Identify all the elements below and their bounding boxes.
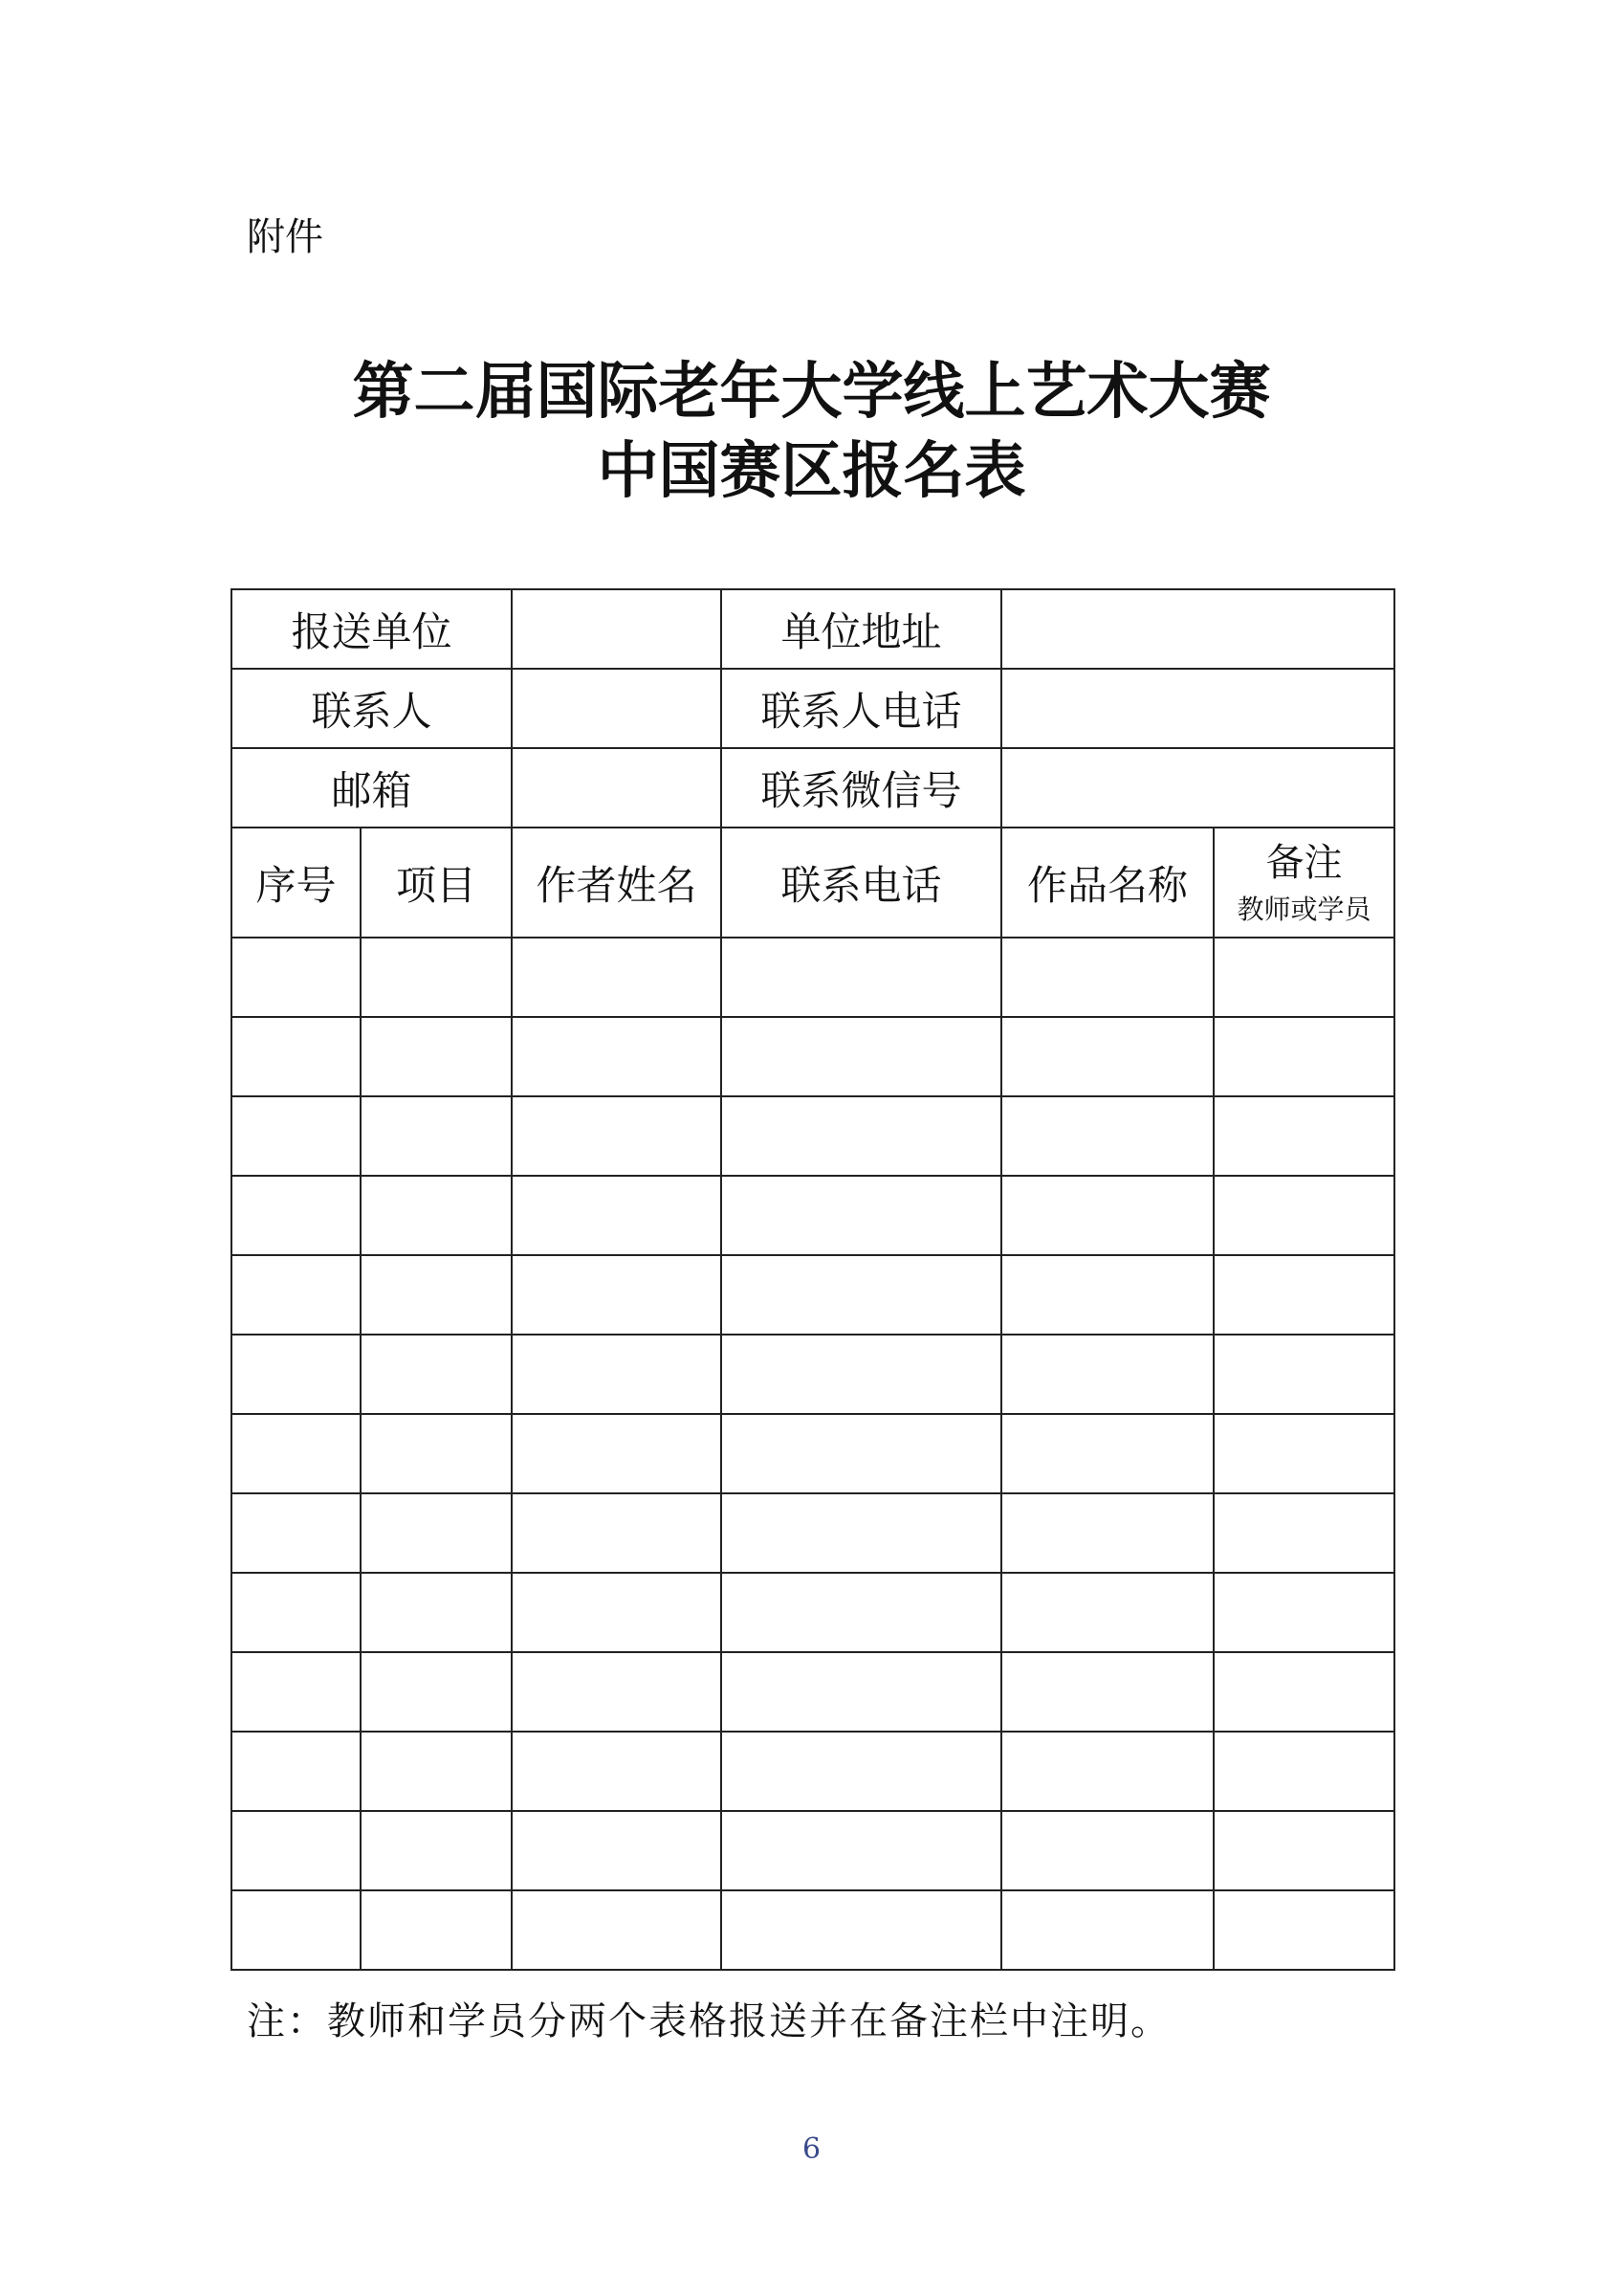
cell-index[interactable] (231, 1255, 361, 1335)
info-row-unit (231, 589, 1394, 669)
cell-index[interactable] (231, 938, 361, 1017)
cell-category[interactable] (361, 1335, 512, 1414)
header-author-name: 作者姓名 (512, 828, 721, 938)
info-field-email[interactable] (512, 748, 721, 828)
cell-contact-phone[interactable] (721, 1176, 1001, 1255)
cell-index[interactable] (231, 1335, 361, 1414)
table-header-row (231, 828, 1394, 938)
header-remarks-label: 备注 (1265, 840, 1343, 885)
info-field-contact[interactable] (512, 669, 721, 748)
cell-work-title[interactable] (1001, 1652, 1214, 1732)
table-row (231, 1096, 1394, 1176)
cell-author-name[interactable] (512, 1811, 721, 1890)
table-row (231, 1493, 1394, 1573)
entries-section (231, 828, 1394, 938)
cell-category[interactable] (361, 1811, 512, 1890)
info-label-email: 邮箱 (231, 748, 512, 828)
cell-author-name[interactable] (512, 1255, 721, 1335)
cell-author-name[interactable] (512, 1335, 721, 1414)
cell-author-name[interactable] (512, 1573, 721, 1652)
cell-remarks[interactable] (1214, 1414, 1394, 1493)
info-label-unit: 报送单位 (231, 589, 512, 669)
cell-index[interactable] (231, 1017, 361, 1096)
table-row (231, 1255, 1394, 1335)
cell-work-title[interactable] (1001, 1255, 1214, 1335)
registration-form-table (230, 588, 1395, 1971)
form-title-line2: 中国赛区报名表 (597, 435, 1026, 507)
footnote: 注：教师和学员分两个表格报送并在备注栏中注明。 (247, 1999, 1171, 2043)
cell-remarks[interactable] (1214, 1255, 1394, 1335)
header-remarks-sublabel: 教师或学员 (1237, 893, 1371, 925)
info-field-wechat[interactable] (1001, 748, 1394, 828)
cell-index[interactable] (231, 1573, 361, 1652)
cell-contact-phone[interactable] (721, 1335, 1001, 1414)
header-contact-phone: 联系电话 (721, 828, 1001, 938)
info-field-contact-phone[interactable] (1001, 669, 1394, 748)
cell-index[interactable] (231, 1493, 361, 1573)
table-row (231, 1573, 1394, 1652)
cell-author-name[interactable] (512, 1732, 721, 1811)
table-row (231, 1414, 1394, 1493)
cell-remarks[interactable] (1214, 1176, 1394, 1255)
table-row (231, 1811, 1394, 1890)
cell-contact-phone[interactable] (721, 938, 1001, 1017)
cell-work-title[interactable] (1001, 1811, 1214, 1890)
cell-remarks[interactable] (1214, 1811, 1394, 1890)
cell-work-title[interactable] (1001, 1890, 1214, 1970)
cell-contact-phone[interactable] (721, 1493, 1001, 1573)
cell-category[interactable] (361, 1652, 512, 1732)
cell-index[interactable] (231, 1652, 361, 1732)
cell-remarks[interactable] (1214, 1890, 1394, 1970)
cell-category[interactable] (361, 1017, 512, 1096)
cell-contact-phone[interactable] (721, 1732, 1001, 1811)
cell-remarks[interactable] (1214, 1652, 1394, 1732)
cell-remarks[interactable] (1214, 1732, 1394, 1811)
header-index: 序号 (231, 828, 361, 938)
cell-index[interactable] (231, 1732, 361, 1811)
cell-category[interactable] (361, 1255, 512, 1335)
cell-author-name[interactable] (512, 1176, 721, 1255)
cell-work-title[interactable] (1001, 1493, 1214, 1573)
cell-category[interactable] (361, 1096, 512, 1176)
cell-remarks[interactable] (1214, 1335, 1394, 1414)
form-title-line1: 第二届国际老年大学线上艺术大赛 (352, 356, 1271, 428)
cell-author-name[interactable] (512, 1890, 721, 1970)
table-row (231, 1176, 1394, 1255)
cell-work-title[interactable] (1001, 1017, 1214, 1096)
cell-category[interactable] (361, 1573, 512, 1652)
table-row (231, 1652, 1394, 1732)
cell-remarks[interactable] (1214, 938, 1394, 1017)
cell-remarks[interactable] (1214, 1096, 1394, 1176)
cell-contact-phone[interactable] (721, 1890, 1001, 1970)
info-field-unit[interactable] (512, 589, 721, 669)
cell-remarks[interactable] (1214, 1017, 1394, 1096)
cell-index[interactable] (231, 1811, 361, 1890)
info-label-wechat: 联系微信号 (721, 748, 1001, 828)
cell-contact-phone[interactable] (721, 1652, 1001, 1732)
cell-remarks[interactable] (1214, 1493, 1394, 1573)
cell-author-name[interactable] (512, 938, 721, 1017)
table-row (231, 938, 1394, 1017)
cell-category[interactable] (361, 1732, 512, 1811)
cell-category[interactable] (361, 938, 512, 1017)
cell-contact-phone[interactable] (721, 1573, 1001, 1652)
cell-contact-phone[interactable] (721, 1255, 1001, 1335)
cell-work-title[interactable] (1001, 1176, 1214, 1255)
cell-work-title[interactable] (1001, 1335, 1214, 1414)
cell-index[interactable] (231, 1096, 361, 1176)
cell-category[interactable] (361, 1176, 512, 1255)
info-section (231, 589, 1394, 828)
cell-author-name[interactable] (512, 1017, 721, 1096)
info-row-email (231, 748, 1394, 828)
cell-category[interactable] (361, 1414, 512, 1493)
header-work-title: 作品名称 (1001, 828, 1214, 938)
cell-contact-phone[interactable] (721, 1096, 1001, 1176)
table-row (231, 1732, 1394, 1811)
cell-index[interactable] (231, 1414, 361, 1493)
table-row (231, 1017, 1394, 1096)
cell-index[interactable] (231, 1176, 361, 1255)
cell-author-name[interactable] (512, 1414, 721, 1493)
info-label-address: 单位地址 (721, 589, 1001, 669)
cell-author-name[interactable] (512, 1096, 721, 1176)
cell-remarks[interactable] (1214, 1573, 1394, 1652)
cell-author-name[interactable] (512, 1652, 721, 1732)
cell-contact-phone[interactable] (721, 1017, 1001, 1096)
info-row-contact (231, 669, 1394, 748)
header-remarks (1214, 828, 1394, 938)
attachment-label: 附件 (247, 215, 323, 259)
cell-category[interactable] (361, 1493, 512, 1573)
cell-contact-phone[interactable] (721, 1414, 1001, 1493)
cell-work-title[interactable] (1001, 938, 1214, 1017)
table-row (231, 1335, 1394, 1414)
cell-author-name[interactable] (512, 1493, 721, 1573)
info-label-contact-phone: 联系人电话 (721, 669, 1001, 748)
cell-contact-phone[interactable] (721, 1811, 1001, 1890)
cell-work-title[interactable] (1001, 1573, 1214, 1652)
cell-index[interactable] (231, 1890, 361, 1970)
table-row (231, 1890, 1394, 1970)
cell-work-title[interactable] (1001, 1732, 1214, 1811)
header-category: 项目 (361, 828, 512, 938)
page-number: 6 (801, 2132, 822, 2166)
info-field-address[interactable] (1001, 589, 1394, 669)
cell-work-title[interactable] (1001, 1414, 1214, 1493)
cell-category[interactable] (361, 1890, 512, 1970)
info-label-contact: 联系人 (231, 669, 512, 748)
table-data-rows (231, 938, 1394, 1970)
cell-work-title[interactable] (1001, 1096, 1214, 1176)
